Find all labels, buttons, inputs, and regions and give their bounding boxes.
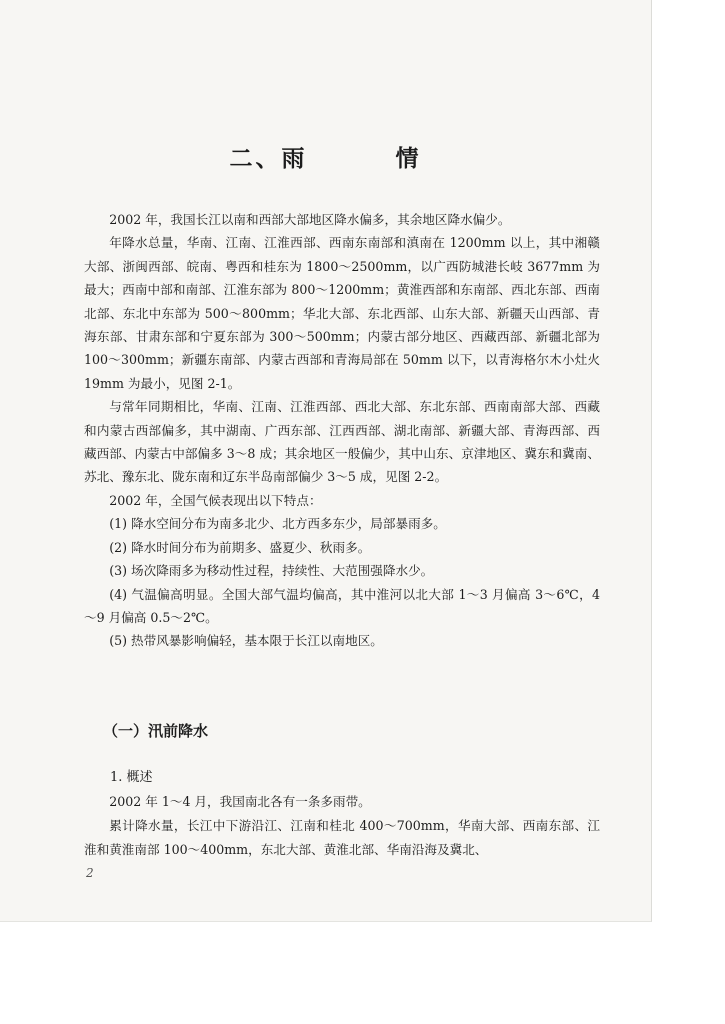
body-text [84, 208, 600, 653]
paragraph-4: 2002 年，全国气候表现出以下特点： [109, 492, 322, 508]
feature-item-1: (1) 降水空间分布为南多北少、北方西多东少，局部暴雨多。 [109, 516, 446, 532]
paragraph-2: 年降水总量，华南、江南、江淮西部、西南东南部和滇南在 1200mm 以上，其中湘赣大部、浙闽西部、皖南、粤西和桂东为 1800～2500mm，以广西防城港长岐 3677mm 为最大；西南中部和南部、江淮东部为 800～1200mm；黄淮西部和东南部、西北东部、西南北部、东北中东部为 500～800mm；华北大部、东北西部、山东大部、新疆天山西部、青海东部、甘肃东部和宁夏东部为 300～500mm；内蒙古部分地区、西藏西部、新疆北部为 100～300mm；新疆东南部、内蒙古西部和青海局部在 50mm 以下，以青海格尔木小灶火 19mm 为最小，见图 2-1。 [84, 235, 600, 391]
section-paragraph-1: 2002 年 1～4 月，我国南北各有一条多雨带。 [109, 794, 371, 809]
title-part-1: 二、雨 [229, 146, 308, 172]
section-heading: （一）汛前降水 [103, 722, 209, 740]
section-body-text [84, 790, 600, 862]
feature-item-3: (3) 场次降雨多为移动性过程，持续性、大范围强降水少。 [109, 563, 434, 579]
subsection-heading: 1. 概述 [110, 770, 153, 785]
feature-item-4: (4) 气温偏高明显。全国大部气温均偏高，其中淮河以北大部 1～3 月偏高 3～6℃，4～9 月偏高 0.5～2℃。 [84, 586, 600, 625]
paragraph-1: 2002 年，我国长江以南和西部大部地区降水偏多，其余地区降水偏少。 [109, 212, 511, 227]
section-paragraph-2: 累计降水量，长江中下游沿江、江南和桂北 400～700mm，华南大部、西南东部、江淮和黄淮南部 100～400mm，东北大部、黄淮北部、华南沿海及冀北、 [84, 818, 600, 857]
paragraph-3: 与常年同期相比，华南、江南、江淮西部、西北大部、东北东部、西南南部大部、西藏和内蒙古西部偏多，其中湖南、广西东部、江西西部、湖北南部、新疆大部、青海西部、西藏西部、内蒙古中部偏多 3～8 成；其余地区一般偏少，其中山东、京津地区、冀东和冀南、苏北、豫东北、陇东南和辽东半岛南部偏少 3～5 成，见图 2-2。 [84, 399, 600, 485]
title-part-2: 情 [395, 146, 422, 172]
feature-item-2: (2) 降水时间分布为前期多、盛夏少、秋雨多。 [109, 539, 371, 555]
page-number: 2 [86, 866, 94, 880]
page-title [0, 140, 651, 173]
feature-item-5: (5) 热带风暴影响偏轻，基本限于长江以南地区。 [109, 633, 383, 649]
